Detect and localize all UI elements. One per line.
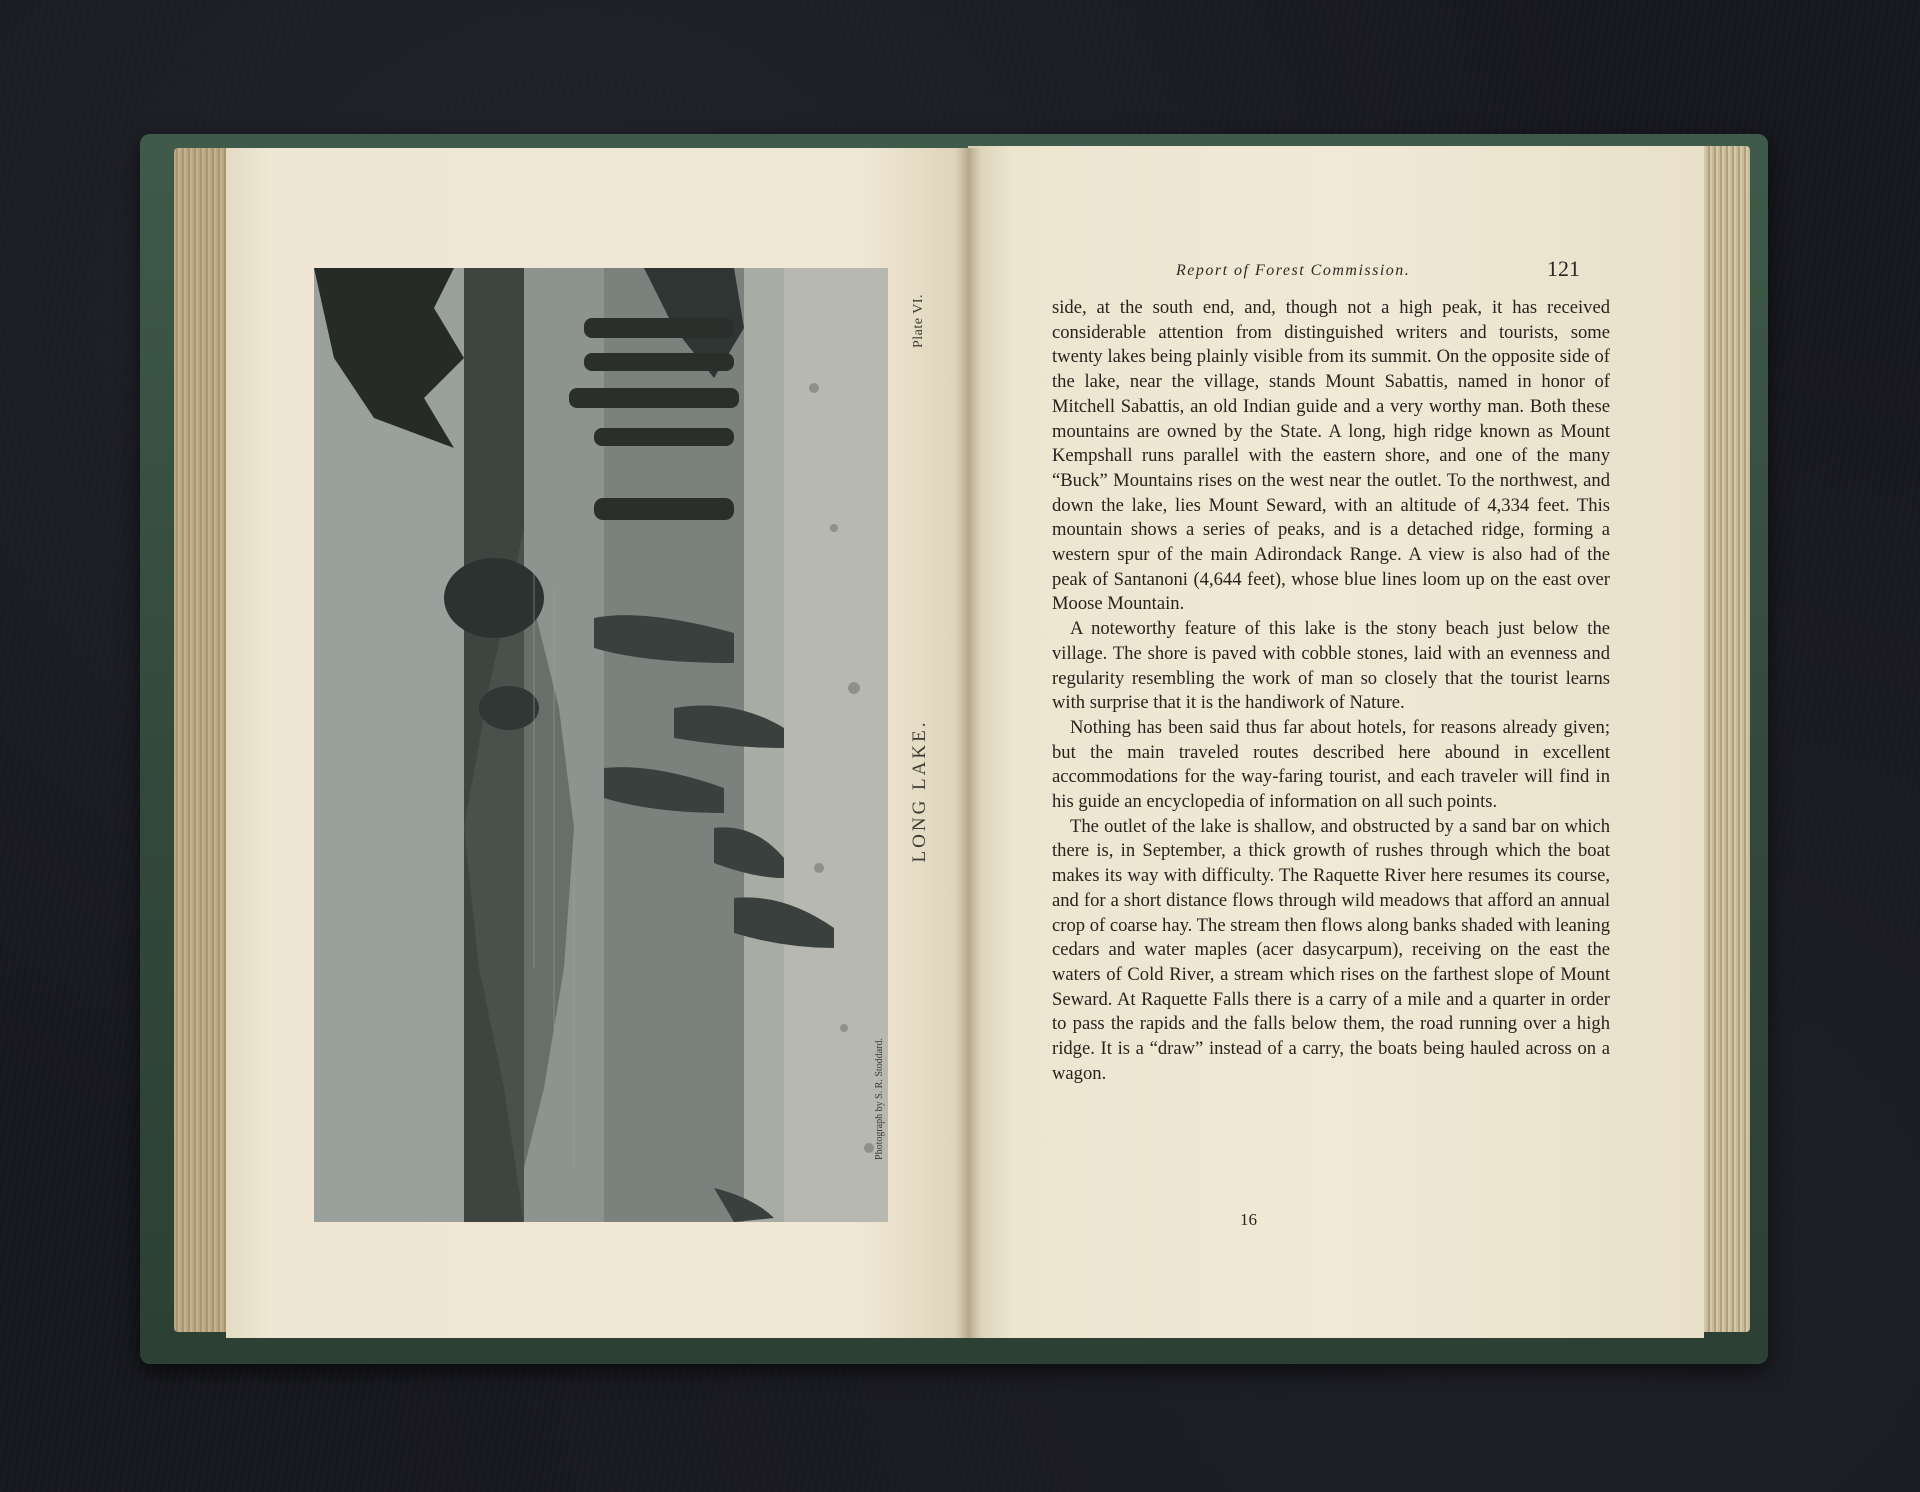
running-head: Report of Forest Commission. [1176, 262, 1411, 279]
page-body-text [1052, 296, 1610, 1087]
paragraph: Nothing has been said thus far about hotels, for reasons already given; but the main traveled routes described here abound in excellent accommodations for the way-faring tourist, and each traveler will find in his guide an encyclopedia of information on all such points. [1052, 716, 1610, 813]
plate-title: LONG LAKE. [909, 719, 930, 863]
plate-number-label: Plate VI. [911, 294, 926, 349]
right-page-block-edge [1700, 146, 1750, 1332]
plate-photograph [314, 268, 888, 1222]
left-page-block-edge [174, 148, 228, 1332]
paragraph: The outlet of the lake is shallow, and obstructed by a sand bar on which there is, in September, a thick growth of rushes through which the boat makes its way with difficulty. The Raquette River here resumes its course, and for a short distance flows through wild meadows that afford an annual crop of coarse hay. The stream then flows along banks shaded with leaning cedars and water maples (acer dasycarpum), receiving on the east the waters of Cold River, a stream which rises on the farthest slope of Mount Seward. At Raquette Falls there is a carry of a mile and a quarter in order to pass the rapids and the falls below them, the road running over a high ridge. It is a “draw” instead of a carry, the boats being hauled across on a wagon. [1052, 815, 1610, 1084]
signature-mark: 16 [1240, 1210, 1257, 1229]
photo-credit: Photograph by S. R. Stoddard. [874, 1038, 885, 1160]
paragraph: A noteworthy feature of this lake is the stony beach just below the village. The shore is paved with cobble stones, laid with an evenness and regularity resembling the work of man so closely that the tourist learns with surprise that it is the handiwork of Nature. [1052, 618, 1610, 714]
page-number: 121 [1547, 256, 1580, 281]
paragraph: side, at the south end, and, though not a high peak, it has received considerable attention from distinguished writers and tourists, some twenty lakes being plainly visible from its summit. On the opposite side of the lake, near the village, stands Mount Sabattis, named in honor of Mitchell Sabattis, an old Indian guide and a very worthy man. Both these mountains are owned by the State. A long, high ridge known as Mount Kempshall runs parallel with the eastern shore, and one of the many “Buck” Mountains rises on the west near the outlet. To the northwest, and down the lake, lies Mount Seward, with an altitude of 4,334 feet. This mountain shows a series of peaks, and is a detached ridge, forming a western spur of the main Adirondack Range. A view is also had of the peak of Santanoni (4,644 feet), whose blue lines loom up on the east over Moose Mountain. [1052, 297, 1610, 615]
book-gutter [955, 148, 981, 1338]
